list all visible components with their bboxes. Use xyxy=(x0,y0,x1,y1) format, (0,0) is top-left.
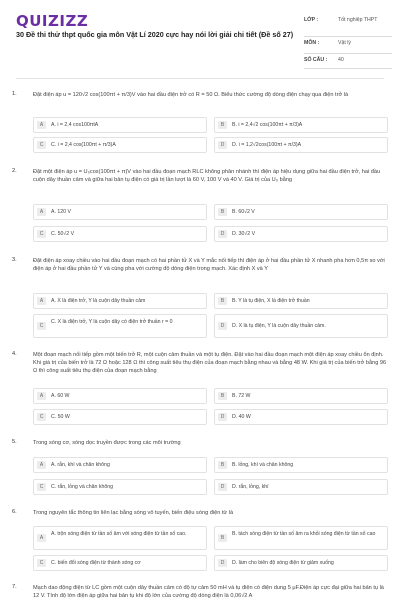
question-number: 2. xyxy=(12,168,17,174)
option-text: A. X là điện trở, Y là cuộn dây thuần cảm xyxy=(51,297,146,304)
question-text: Mạch dao động điện từ LC gồm một cuộn dây thuần cảm có độ tự cảm 50 mH và tụ điện có điện dung 5 μF.Điện áp cực đại giữa hai bản tụ là 12 V. Tính độ lớn điện áp giữa hai bản tụ khi độ lớn của cường độ dòng điện là 0,06√2 A xyxy=(33,585,384,600)
option-letter: A xyxy=(37,121,46,129)
question-text: Một đoạn mạch nối tiếp gồm một biến trở R, một cuộn cảm thuần và một tụ điện. Đặt vào hai đầu đoạn mạch một điện áp xoay chiều ổn định. Khi giá trị của biến trở là 72 Ω hoặc 128 Ω thì công suất tiêu thụ điện của đoạn mạch bằng nhau và bằng 48 W. Khi giá trị của biến trở bằng 96 Ω thì công suất tiêu thụ điện của đoạn mạch bằng xyxy=(33,352,387,375)
meta-count-label: SỐ CÂU : xyxy=(304,57,328,63)
option-c[interactable] xyxy=(33,314,207,338)
option-text: B. 72 W xyxy=(232,392,251,399)
option-text: A. 120 V xyxy=(51,208,71,215)
option-letter: B xyxy=(218,392,227,400)
option-letter: A xyxy=(37,461,46,469)
option-b[interactable] xyxy=(214,117,388,133)
header-divider xyxy=(16,78,384,79)
worksheet-header xyxy=(0,0,400,78)
option-text: D. làm cho biên độ sóng điện từ giảm xuống xyxy=(232,559,334,566)
option-letter: C xyxy=(37,559,46,567)
option-text: C. rắn, lỏng và chân không xyxy=(51,483,114,490)
option-d[interactable] xyxy=(214,555,388,571)
option-d[interactable] xyxy=(214,314,388,338)
option-a[interactable] xyxy=(33,457,207,473)
option-d[interactable] xyxy=(214,137,388,153)
meta-subject-label: MÔN : xyxy=(304,40,320,46)
option-text: D. rắn, lỏng, khí xyxy=(232,483,269,490)
question-number: 5. xyxy=(12,439,17,445)
question-number: 3. xyxy=(12,257,17,263)
meta-count xyxy=(304,54,392,69)
option-c[interactable] xyxy=(33,555,207,571)
option-a[interactable] xyxy=(33,204,207,220)
option-letter: B xyxy=(218,297,227,305)
option-text: B. tách sóng điện từ tần số âm ra khỏi sóng điện từ tần số cao xyxy=(232,531,376,537)
meta-class-value: Tốt nghiệp THPT xyxy=(338,17,378,23)
option-text: B. Y là tụ điện, X là điện trở thuần xyxy=(232,297,310,304)
option-a[interactable] xyxy=(33,117,207,133)
option-b[interactable] xyxy=(214,526,388,550)
question-text: Đặt một điện áp u = U₀cos(100πt + π)V vào hai đầu đoạn mạch RLC không phân nhánh thì điện áp hiệu dụng giữa hai đầu điện trở, hai đầu cuộn dây thuần cảm và giữa hai bản tụ điện có giá trị lần lượt là 60 V, 100 V và 40 V. Giá trị của U₀ bằng xyxy=(33,169,381,184)
option-b[interactable] xyxy=(214,204,388,220)
option-letter: B xyxy=(218,121,227,129)
option-text: C. 50 W xyxy=(51,413,70,420)
question-number: 1. xyxy=(12,91,17,97)
option-b[interactable] xyxy=(214,388,388,404)
meta-subject xyxy=(304,37,392,54)
meta-count-value: 40 xyxy=(338,57,344,63)
option-a[interactable] xyxy=(33,526,207,550)
question-number: 6. xyxy=(12,509,17,515)
option-a[interactable] xyxy=(33,388,207,404)
option-letter: A xyxy=(37,534,46,542)
option-text: A. 60 W xyxy=(51,392,70,399)
option-letter: D xyxy=(218,141,227,149)
option-text: D. X là tụ điện, Y là cuộn dây thuần cảm. xyxy=(232,323,326,329)
meta-class xyxy=(304,14,392,37)
option-letter: C xyxy=(37,483,46,491)
option-letter: B xyxy=(218,461,227,469)
option-text: D. 40 W xyxy=(232,413,251,420)
option-text: C. X là điện trở, Y là cuộn dây có điện trở thuần r = 0 xyxy=(51,319,173,325)
question-text: Trong sóng cơ, sóng dọc truyền được trong các môi trường xyxy=(33,440,181,446)
option-text: C. 50√2 V xyxy=(51,230,75,237)
option-letter: D xyxy=(218,559,227,567)
option-text: C. biến đổi sóng điện từ thành sóng cơ xyxy=(51,559,141,566)
worksheet-meta xyxy=(304,14,392,69)
option-text: A. i = 2,4 cos100πtA xyxy=(51,121,99,128)
quizizz-logo: QUIZIZZ xyxy=(16,12,89,30)
question-text: Đặt điện áp xoay chiều vào hai đầu đoạn mạch có hai phần tử X và Y mắc nối tiếp thì điện áp ở hai đầu phần tử X nhanh pha hơn 0,5π so với điện áp ở hai đầu phần tử Y và cùng pha với cường độ dòng điện trong mạch. Xác định X và Y xyxy=(33,258,385,273)
option-d[interactable] xyxy=(214,409,388,425)
option-text: A. rắn, khí và chân không xyxy=(51,461,110,468)
option-text: B. lỏng, khí và chân không xyxy=(232,461,294,468)
option-letter: A xyxy=(37,208,46,216)
option-text: A. trộn sóng điện từ tần số âm với sóng điện từ tần số cao. xyxy=(51,531,187,537)
option-c[interactable] xyxy=(33,409,207,425)
option-text: B. 60√2 V xyxy=(232,208,255,215)
option-letter: D xyxy=(218,483,227,491)
option-c[interactable] xyxy=(33,479,207,495)
option-d[interactable] xyxy=(214,226,388,242)
option-text: B. i = 2,4√2 cos(100πt + π/3)A xyxy=(232,121,303,128)
option-letter: D xyxy=(218,413,227,421)
option-c[interactable] xyxy=(33,226,207,242)
option-c[interactable] xyxy=(33,137,207,153)
option-letter: D xyxy=(218,230,227,238)
option-letter: C xyxy=(37,141,46,149)
worksheet-title: 30 Đề thi thử thpt quốc gia môn Vật Lí 2020 cực hay nói lời giải chi tiết (Đề số 27) xyxy=(16,30,294,39)
question-number: 7. xyxy=(12,584,17,590)
option-b[interactable] xyxy=(214,293,388,309)
meta-class-label: LỚP : xyxy=(304,17,319,23)
option-letter: A xyxy=(37,297,46,305)
option-letter: B xyxy=(218,534,227,542)
option-letter: B xyxy=(218,208,227,216)
option-a[interactable] xyxy=(33,293,207,309)
option-letter: C xyxy=(37,413,46,421)
question-text: Trong nguyên tắc thông tin liên lạc bằng sóng vô tuyến, biến điệu sóng điện từ là xyxy=(33,510,234,516)
question-text: Đặt điện áp u = 120√2 cos(100πt + π/3)V vào hai đầu điện trở có R = 50 Ω. Biểu thức cường độ dòng điện chạy qua điện trở là xyxy=(33,92,349,98)
option-text: D. i = 1,2√2cos(100πt + π/3)A xyxy=(232,141,302,148)
option-letter: C xyxy=(37,230,46,238)
question-number: 4. xyxy=(12,351,17,357)
option-text: C. i = 2,4 cos(100πt + π/3)A xyxy=(51,141,116,148)
option-text: D. 30√2 V xyxy=(232,230,256,237)
option-b[interactable] xyxy=(214,457,388,473)
option-d[interactable] xyxy=(214,479,388,495)
option-letter: A xyxy=(37,392,46,400)
option-letter: C xyxy=(37,322,46,330)
option-letter: D xyxy=(218,322,227,330)
meta-subject-value: Vật lý xyxy=(338,40,351,46)
